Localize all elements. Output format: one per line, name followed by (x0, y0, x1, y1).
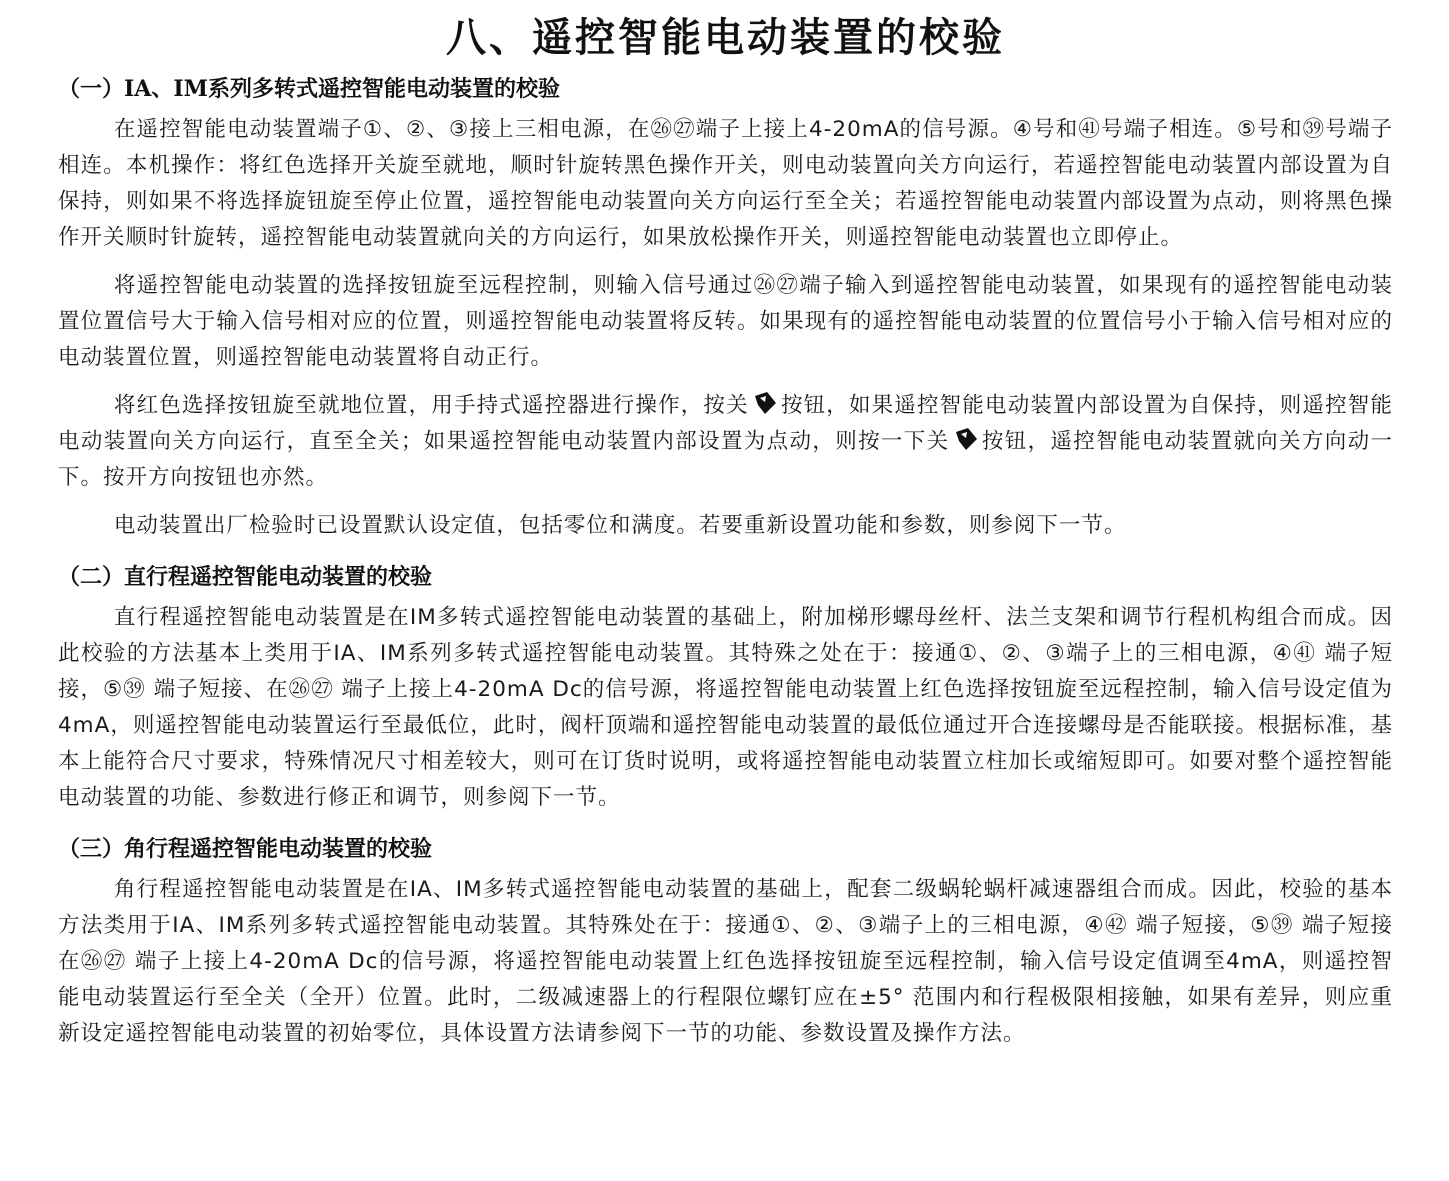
section-1-paragraph-3 (58, 388, 1393, 496)
section-1-paragraph-1: 在遥控智能电动装置端子①、②、③接上三相电源，在㉖㉗端子上接上4-20mA的信号源。④号和㊶号端子相连。⑤号和㊴号端子相连。本机操作：将红色选择开关旋至就地，顺时针旋转黑色操作开关，则电动装置向关方向运行，若遥控智能电动装置内部设置为自保持，则如果不将选择旋钮旋至停止位置，遥控智能电动装置向关方向运行至全关；若遥控智能电动装置内部设置为点动，则将黑色操作开关顺时针旋转，遥控智能电动装置就向关的方向运行，如果放松操作开关，则遥控智能电动装置也立即停止。 (58, 117, 1393, 250)
close-direction-key-icon (953, 426, 979, 452)
page-title: 八、遥控智能电动装置的校验 (446, 15, 1005, 61)
section-1-paragraph-3-part-c: 按钮，遥控智能电动装置就向关方向动一下。按开方向按钮也亦然。 (58, 429, 1393, 490)
close-direction-key-icon (752, 390, 778, 416)
section-1-paragraph-3-part-a: 将红色选择按钮旋至就地位置，用手持式遥控器进行操作，按关 (113, 393, 749, 418)
section-1-paragraph-3-part-b: 按钮，如果遥控智能电动装置内部设置为自保持，则遥控智能电动装置向关方向运行，直至全关；如果遥控智能电动装置内部设置为点动，则按一下关 (58, 393, 1393, 454)
section-3 (58, 832, 1393, 1052)
section-1-heading: （一）IA、IM系列多转式遥控智能电动装置的校验 (58, 76, 561, 102)
section-3-heading: （三）角行程遥控智能电动装置的校验 (58, 836, 433, 862)
section-1-paragraph-2: 将遥控智能电动装置的选择按钮旋至远程控制，则输入信号通过㉖㉗端子输入到遥控智能电动装置，如果现有的遥控智能电动装置位置信号大于输入信号相对应的位置，则遥控智能电动装置将反转。如果现有的遥控智能电动装置的位置信号小于输入信号相对应的电动装置位置，则遥控智能电动装置将自动正行。 (58, 273, 1393, 370)
section-2 (58, 560, 1393, 816)
section-2-paragraph-1: 直行程遥控智能电动装置是在IM多转式遥控智能电动装置的基础上，附加梯形螺母丝杆、法兰支架和调节行程机构组合而成。因此校验的方法基本上类用于IA、IM系列多转式遥控智能电动装置。其特殊之处在于：接通①、②、③端子上的三相电源，④㊶ 端子短接，⑤㊴ 端子短接、在㉖㉗ 端子上接上4-20mA Dc的信号源，将遥控智能电动装置上红色选择按钮旋至远程控制，输入信号设定值为4mA，则遥控智能电动装置运行至最低位，此时，阀杆顶端和遥控智能电动装置的最低位通过开合连接螺母是否能联接。根据标准，基本上能符合尺寸要求，特殊情况尺寸相差较大，则可在订货时说明，或将遥控智能电动装置立柱加长或缩短即可。如要对整个遥控智能电动装置的功能、参数进行修正和调节，则参阅下一节。 (58, 605, 1393, 810)
section-1 (58, 72, 1393, 544)
section-3-paragraph-1: 角行程遥控智能电动装置是在IA、IM多转式遥控智能电动装置的基础上，配套二级蜗轮蜗杆减速器组合而成。因此，校验的基本方法类用于IA、IM系列多转式遥控智能电动装置。其特殊处在于：接通①、②、③端子上的三相电源，④㊷ 端子短接，⑤㊴ 端子短接在㉖㉗ 端子上接上4-20mA Dc的信号源，将遥控智能电动装置上红色选择按钮旋至远程控制，输入信号设定值调至4mA，则遥控智能电动装置运行至全关（全开）位置。此时，二级减速器上的行程限位螺钉应在±5° 范围内和行程极限相接触，如果有差异，则应重新设定遥控智能电动装置的初始零位，具体设置方法请参阅下一节的功能、参数设置及操作方法。 (58, 877, 1393, 1046)
section-2-heading: （二）直行程遥控智能电动装置的校验 (58, 564, 433, 590)
section-1-paragraph-4: 电动装置出厂检验时已设置默认设定值，包括零位和满度。若要重新设置功能和参数，则参阅下一节。 (113, 513, 1127, 538)
